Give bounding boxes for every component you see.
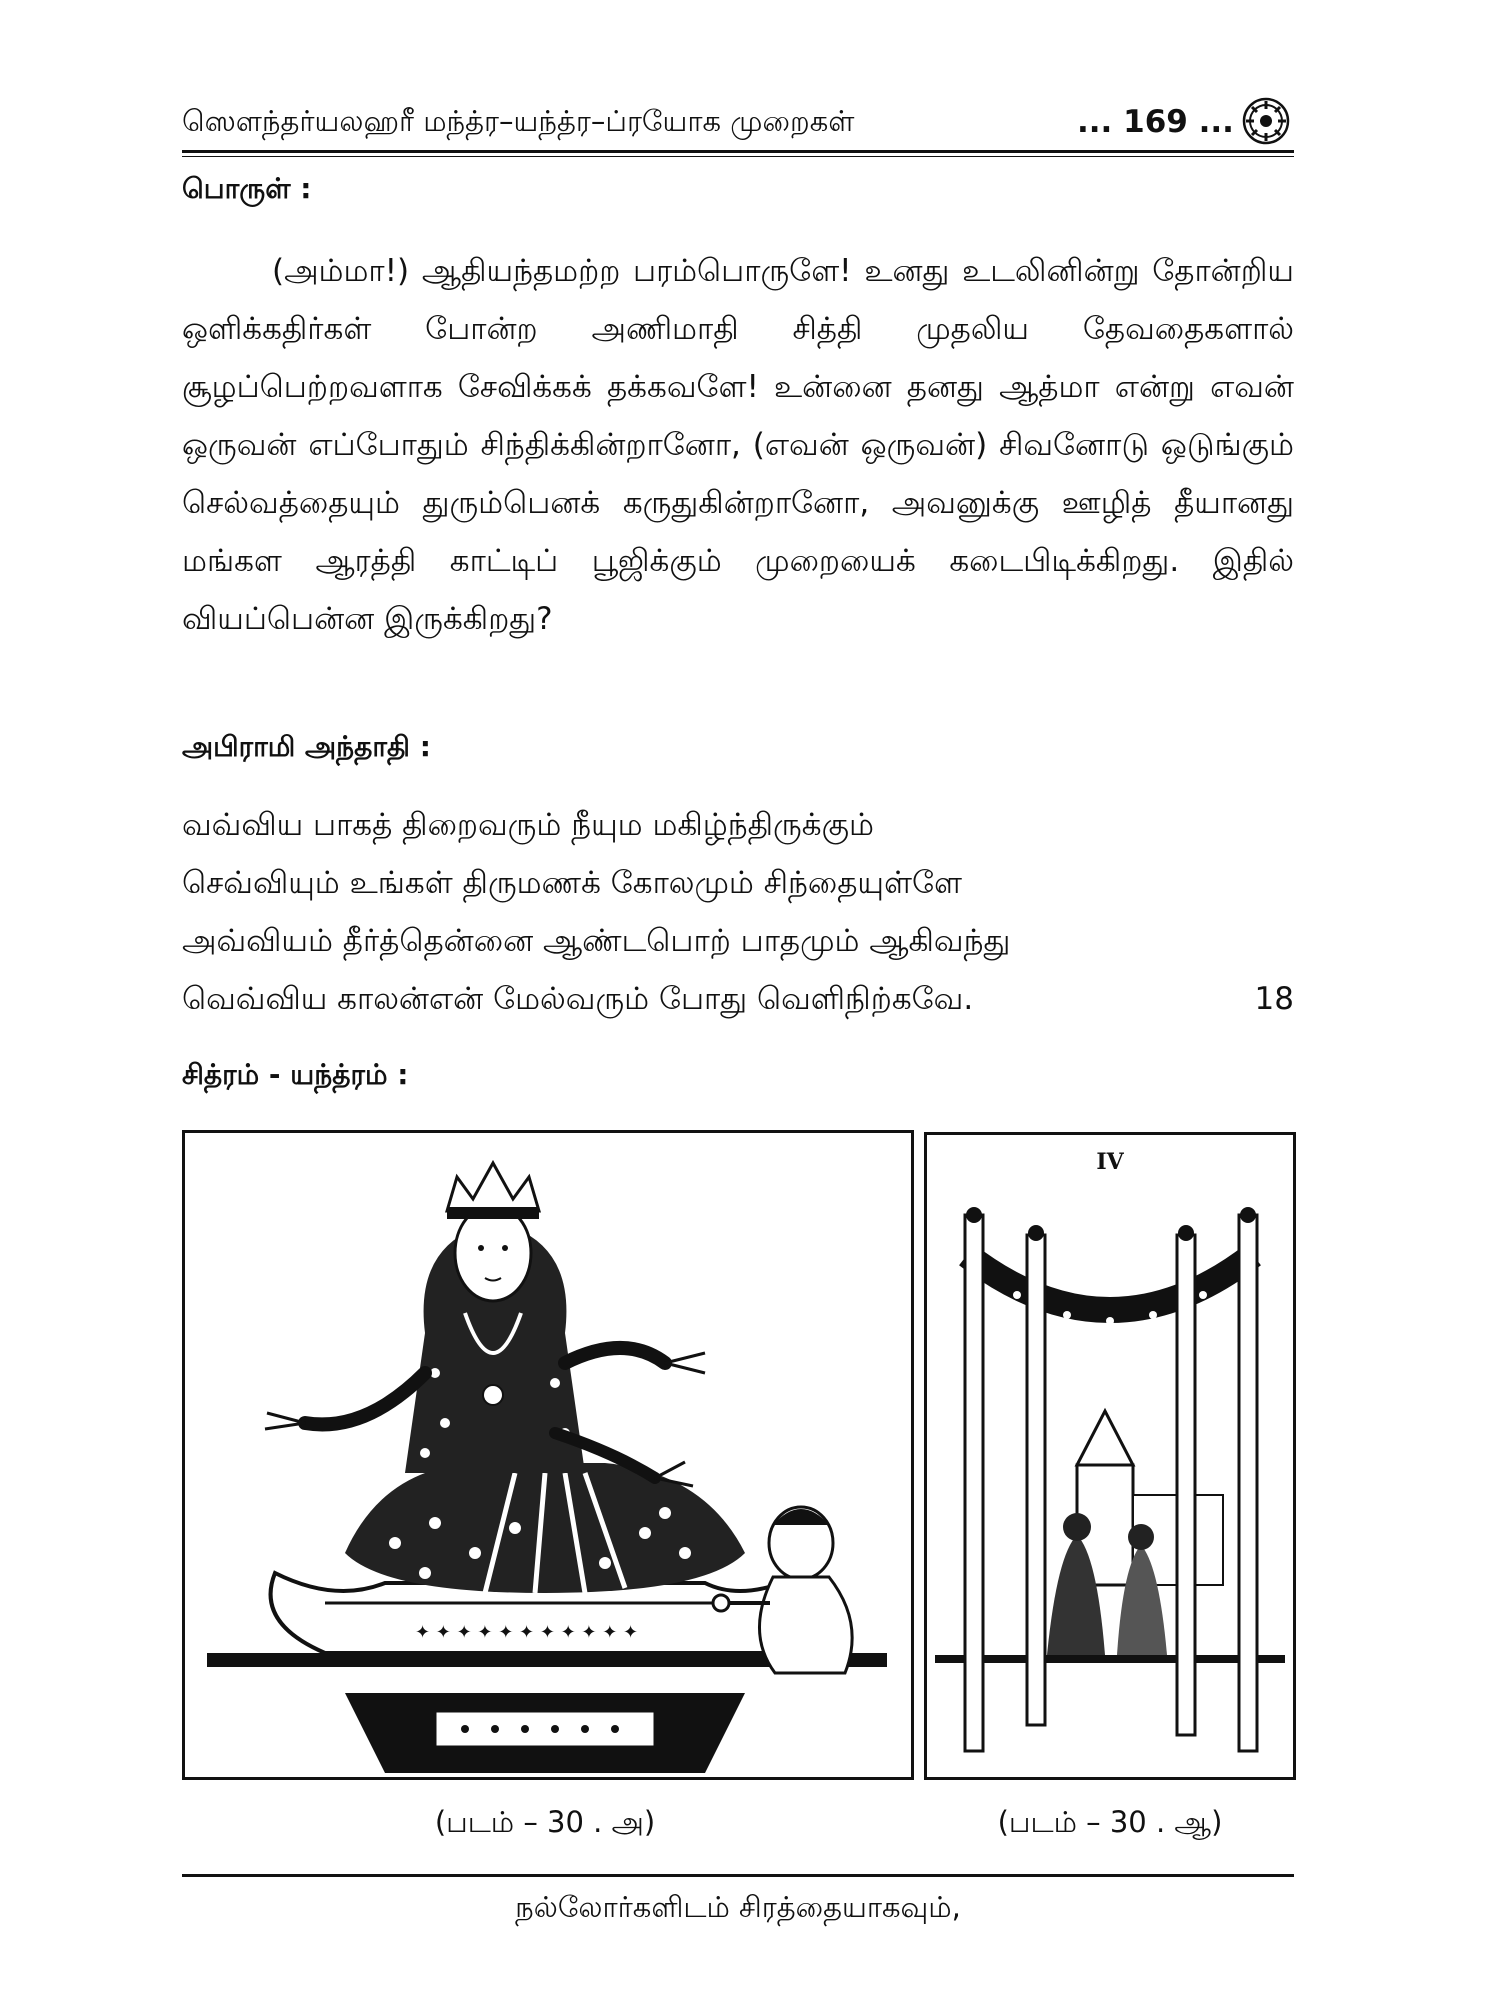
verse-line-3: அவ்வியம் தீர்த்தென்னை ஆண்டபொற் பாதமும் ஆகிவந்து [182, 923, 1011, 959]
meaning-text: (அம்மா!) ஆதியந்தமற்ற பரம்பொருளே! உனது உடலினின்று தோன்றிய ஒளிக்கதிர்கள் போன்ற அணிமாதி சித்தி முதலிய தேவதைகளால் சூழப்பெற்றவளாக சேவிக்கக் தக்கவளே! உன்னை தனது ஆத்மா என்று எவன் ஒருவன் எப்போதும் சிந்திக்கின்றானோ, (எவன் ஒருவன்) சிவனோடு ஒடுங்கும் செல்வத்தையும் துரும்பெனக் கருதுகின்றானோ, அவனுக்கு ஊழித் தீயானது மங்கள ஆரத்தி காட்டிப் பூஜிக்கும் முறையைக் கடைபிடிக்கிறது. இதில் வியப்பென்ன இருக்கிறது? [182, 253, 1294, 637]
verse-number: 18 [1254, 981, 1294, 1017]
footer-rule [182, 1874, 1294, 1877]
meaning-heading: பொருள் : [182, 172, 312, 205]
meaning-paragraph [182, 242, 1294, 648]
page-number: ... 169 ... [1077, 104, 1234, 140]
running-header [182, 100, 1294, 150]
verse-line-2: செவ்வியும் உங்கள் திருமணக் கோலமும் சிந்தையுள்ளே [182, 865, 962, 901]
footer-text: நல்லோர்களிடம் சிரத்தையாகவும், [515, 1890, 961, 1924]
verse-line-4 [182, 970, 1294, 1028]
tarot-card-drawing [927, 1135, 1293, 1777]
card-numeral: IV [1096, 1149, 1124, 1175]
verse-line-1: வவ்விய பாகத் திறைவரும் நீயும மகிழ்ந்திருக்கும் [182, 807, 874, 843]
abhirami-verse [182, 796, 1294, 1028]
figure-a-caption: (படம் – 30 . அ) [434, 1805, 656, 1839]
figure-tarot-card [924, 1132, 1296, 1780]
lotus-emblem-icon [1242, 97, 1290, 145]
goddess-drawing [185, 1133, 911, 1777]
figure-goddess-illustration [182, 1130, 914, 1780]
header-rule-thin [182, 156, 1294, 157]
abhirami-heading: அபிராமி அந்தாதி : [182, 730, 431, 763]
svg-text:✦ ✦ ✦ ✦ ✦ ✦ ✦ ✦ ✦ ✦ ✦: ✦ ✦ ✦ ✦ ✦ ✦ ✦ ✦ ✦ ✦ ✦ [415, 1622, 639, 1643]
header-title: ஸௌந்தர்யலஹரீ மந்த்ர–யந்த்ர–ப்ரயோக முறைகள் [182, 104, 855, 138]
header-rule [182, 150, 1294, 153]
chitram-heading: சித்ரம் - யந்த்ரம் : [182, 1058, 409, 1091]
verse-line-4-text: வெவ்விய காலன்என் மேல்வரும் போது வெளிநிற்கவே. [182, 981, 974, 1017]
figure-b-caption: (படம் – 30 . ஆ) [997, 1805, 1223, 1839]
